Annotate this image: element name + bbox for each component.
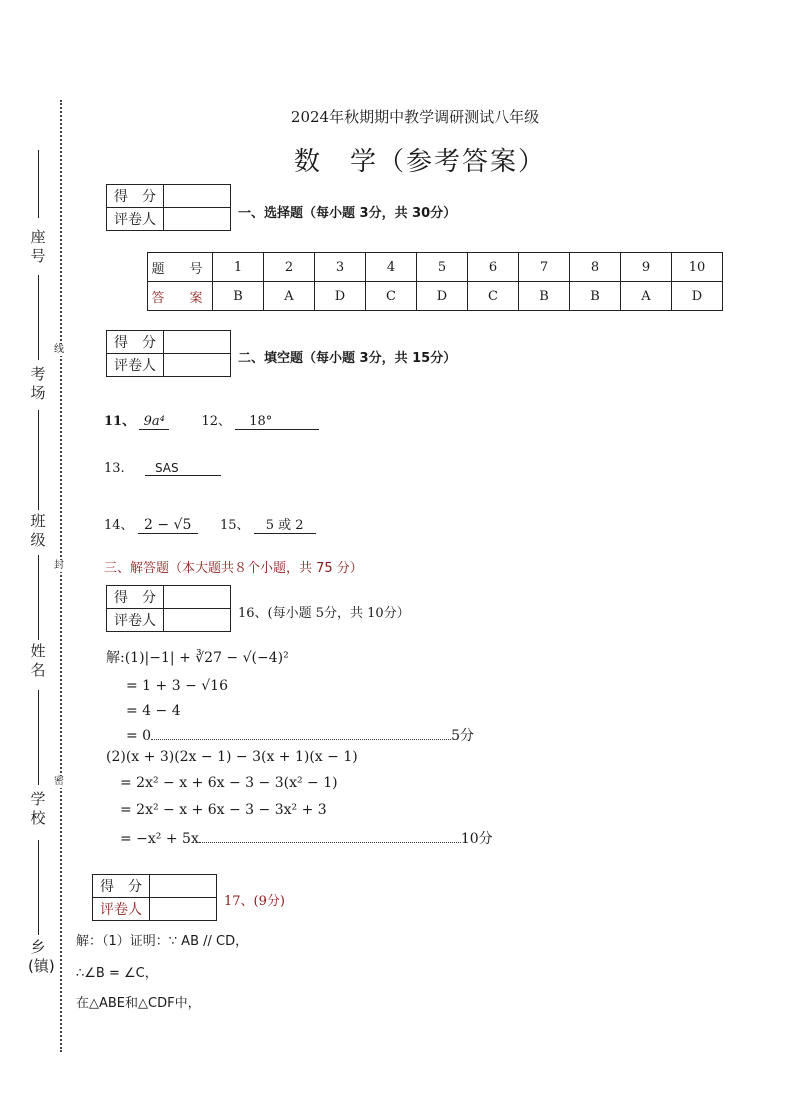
- table-cell: B: [519, 282, 570, 311]
- name-blank-line: [38, 555, 39, 640]
- grader-label: 评卷人: [107, 609, 164, 632]
- question-number-row: [148, 253, 723, 282]
- q16-step-4-row: [126, 725, 474, 745]
- exam-room-label: 考场: [30, 365, 46, 402]
- score-box-q16: [106, 585, 231, 632]
- school-blank-line: [38, 690, 39, 785]
- section3-heading: 三、解答题（本大题共８个小题，共 75 分）: [104, 561, 363, 576]
- q16-score-2: 10分: [460, 831, 493, 847]
- q16-step-8: = −x² + 5x: [120, 831, 199, 847]
- score-label: 得 分: [107, 586, 164, 609]
- q16-step-8-row: [120, 828, 493, 848]
- q11-answer: 9a⁴: [139, 414, 169, 430]
- q16-step-7: = 2x² − x + 6x − 3 − 3x² + 3: [120, 802, 327, 818]
- table-cell: 5: [417, 253, 468, 282]
- grader-label: 评卷人: [107, 354, 164, 377]
- grader-input-cell[interactable]: [164, 208, 231, 231]
- table-cell: 2: [264, 253, 315, 282]
- table-cell: A: [621, 282, 672, 311]
- town-blank-line: [38, 840, 39, 935]
- name-label: 姓名: [30, 642, 46, 679]
- school-label: 学校: [30, 790, 46, 827]
- q14-q15-row: [104, 514, 316, 534]
- q17-line-3: 在△ABE和△CDF中，: [76, 996, 201, 1011]
- table-cell: D: [417, 282, 468, 311]
- table-cell: C: [468, 282, 519, 311]
- table-cell: D: [672, 282, 723, 311]
- secret-mark: 密: [54, 776, 64, 787]
- q16-step-3: = 4 − 4: [126, 703, 181, 719]
- q11-number: 11、: [104, 414, 136, 429]
- q16-score-1: 5分: [451, 728, 475, 744]
- class-blank-line: [38, 410, 39, 510]
- q11-row: [104, 410, 319, 430]
- score-input-cell[interactable]: [150, 875, 217, 898]
- exam-room-blank-line: [38, 275, 39, 360]
- q16-step-5: (2)(x + 3)(2x − 1) − 3(x + 1)(x − 1): [106, 749, 358, 765]
- q13-number: 13.: [104, 461, 125, 476]
- grader-input-cell[interactable]: [164, 609, 231, 632]
- q17-heading: 17、(9分): [224, 894, 285, 909]
- seal-mark: 封: [54, 560, 64, 571]
- score-label: 得 分: [107, 185, 164, 208]
- q13-answer: SAS: [145, 461, 221, 476]
- q16-step-6: = 2x² − x + 6x − 3 − 3(x² − 1): [120, 775, 338, 791]
- page-title: 数 学（参考答案）: [293, 147, 546, 177]
- town-label: 乡(镇): [28, 938, 55, 975]
- q17-line-2: ∴∠B = ∠C，: [76, 966, 158, 981]
- grader-label: 评卷人: [107, 208, 164, 231]
- score-box-section2: [106, 330, 231, 377]
- table-cell: D: [315, 282, 366, 311]
- table-cell: 4: [366, 253, 417, 282]
- grader-input-cell[interactable]: [164, 354, 231, 377]
- q16-step-4: = 0: [126, 728, 152, 744]
- score-box-q17: [92, 874, 217, 921]
- grader-input-cell[interactable]: [150, 898, 217, 921]
- grader-label: 评卷人: [93, 898, 150, 921]
- table-cell: 8: [570, 253, 621, 282]
- q14-answer: 2 − √5: [138, 517, 198, 534]
- q16-step-2: = 1 + 3 − √16: [126, 678, 228, 694]
- score-input-cell[interactable]: [164, 185, 231, 208]
- score-label: 得 分: [93, 875, 150, 898]
- table-cell: 1: [213, 253, 264, 282]
- q16-step-1: 解:(1)|−1| + ∛27 − √(−4)²: [106, 650, 289, 666]
- section1-heading: 一、选择题（每小题 3分，共 30分）: [238, 206, 457, 221]
- q15-number: 15、: [219, 518, 250, 533]
- q14-number: 14、: [104, 518, 134, 533]
- q12-answer: 18°: [235, 414, 319, 430]
- table-cell: 7: [519, 253, 570, 282]
- table-cell: 6: [468, 253, 519, 282]
- q15-answer: 5 或 2: [254, 514, 316, 534]
- table-cell: B: [570, 282, 621, 311]
- q17-line-1: 解：（1）证明：∵ AB // CD，: [76, 934, 249, 949]
- seat-label: 座号: [30, 228, 46, 265]
- q13-row: [104, 461, 221, 476]
- class-label: 班级: [30, 512, 46, 549]
- question-number-header: 题 号: [148, 253, 213, 282]
- table-cell: 10: [672, 253, 723, 282]
- score-input-cell[interactable]: [164, 586, 231, 609]
- answer-row: [148, 282, 723, 311]
- multiple-choice-answer-table: [147, 252, 723, 311]
- table-cell: A: [264, 282, 315, 311]
- binding-dotted-line: [60, 100, 62, 1052]
- table-cell: 9: [621, 253, 672, 282]
- score-input-cell[interactable]: [164, 331, 231, 354]
- table-cell: 3: [315, 253, 366, 282]
- section2-heading: 二、填空题（每小题 3分，共 15分）: [238, 351, 457, 366]
- q16-heading: 16、(每小题 5分，共 10分）: [238, 606, 410, 621]
- score-box-section1: [106, 184, 231, 231]
- q12-number: 12、: [201, 414, 232, 429]
- exam-title: 2024年秋期期中教学调研测试八年级: [290, 108, 540, 126]
- table-cell: C: [366, 282, 417, 311]
- line-mark: 线: [54, 344, 64, 355]
- score-label: 得 分: [107, 331, 164, 354]
- answer-header: 答 案: [148, 282, 213, 311]
- table-cell: B: [213, 282, 264, 311]
